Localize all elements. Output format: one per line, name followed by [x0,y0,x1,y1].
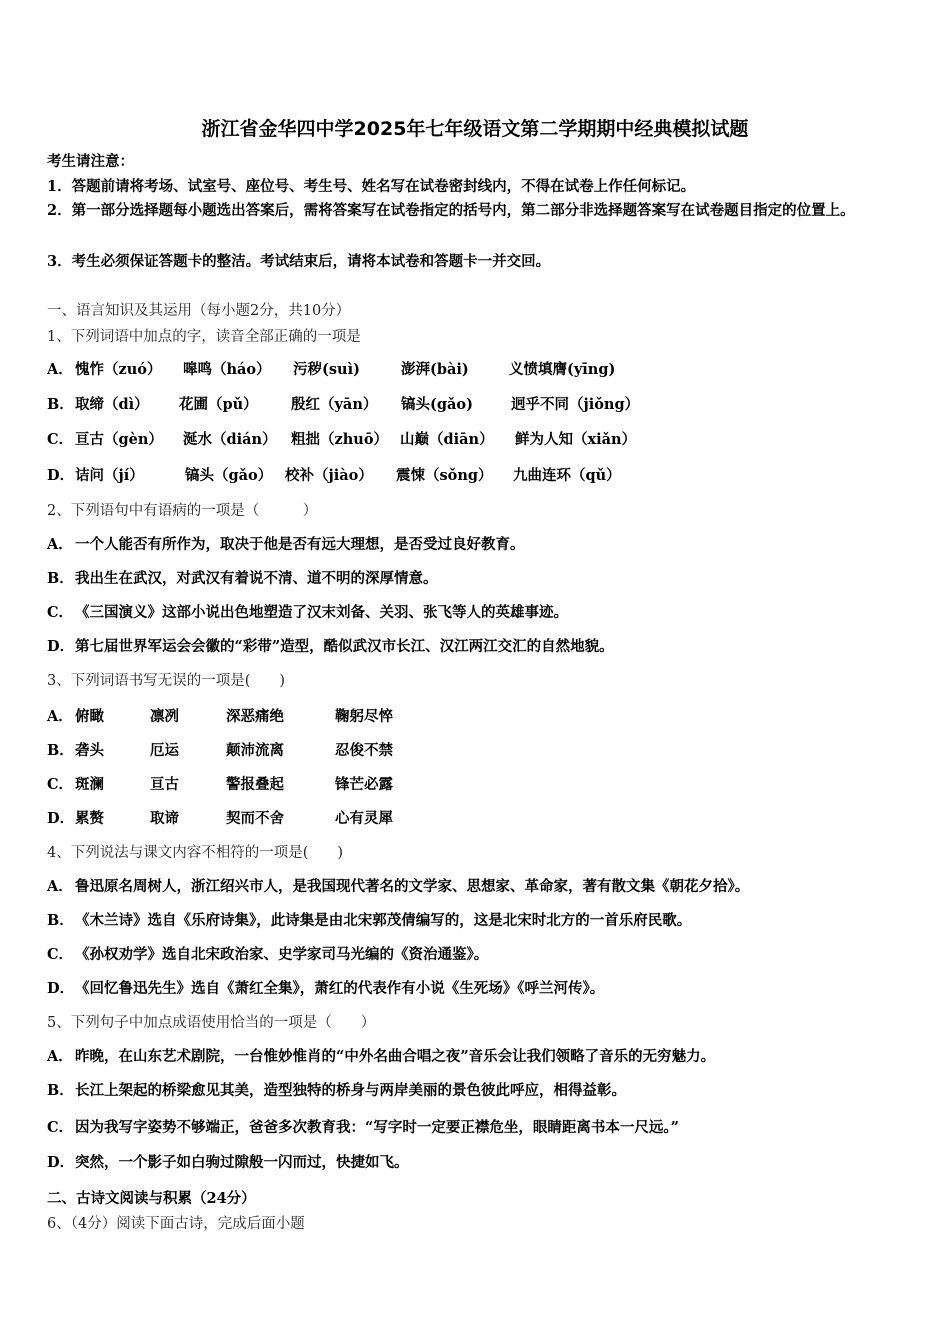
option-label: B． [47,396,74,413]
option-word: 俯瞰 [75,708,104,725]
option-label: B． [47,912,74,929]
option-word: 警报叠起 [226,776,284,793]
option-word: 斑澜 [75,776,104,793]
option-text: 《三国演义》这部小说出色地塑造了汉末刘备、关羽、张飞等人的英雄事迹。 [75,604,568,621]
option-word: 心有灵犀 [335,810,393,827]
q4-option-a [47,877,749,897]
option-label: A． [47,878,73,895]
option-text: 一个人能否有所作为，取决于他是否有远大理想，是否受过良好教育。 [75,536,525,553]
option-label: C． [47,431,74,448]
option-label: A． [47,1048,73,1065]
option-text: 突然，一个影子如白驹过隙般一闪而过，快捷如飞。 [75,1154,409,1171]
q4-option-c [47,945,488,965]
option-word: 义愤填膺(yīng) [509,361,616,378]
option-word: 污秽(suì) [293,361,360,378]
q1-option-a [47,360,907,382]
option-text: 我出生在武汉，对武汉有着说不清、道不明的深厚情意。 [75,570,438,587]
option-word: 震悚（sǒng） [396,467,493,484]
option-label: D． [47,810,75,827]
option-word: 亘古 [150,776,179,793]
option-label: D． [47,638,75,655]
section-1-heading: 一、语言知识及其运用（每小题2分，共10分） [47,303,351,319]
notice-item-1: 1．答题前请将考场、试室号、座位号、考生号、姓名写在试卷密封线内，不得在试卷上作任何标记。 [47,178,696,195]
option-word: 颠沛流离 [226,742,284,759]
option-text: 《回忆鲁迅先生》选自《萧红全集》，萧红的代表作有小说《生死场》《呼兰河传》。 [75,980,605,997]
q4-option-d [47,979,604,999]
option-word: 迥乎不同（jiǒng） [511,396,640,413]
q1-stem: 1、下列词语中加点的字，读音全部正确的一项是 [47,329,361,345]
option-label: B． [47,742,74,759]
option-label: A． [47,708,73,725]
q3-option-d [47,809,547,831]
option-word: 镐头（gǎo） [185,467,273,484]
option-label: B． [47,1082,74,1099]
option-text: 昨晚，在山东艺术剧院，一台惟妙惟肖的“中外名曲合唱之夜”音乐会让我们领略了音乐的无穷魅力。 [75,1048,716,1065]
option-label: C． [47,604,74,621]
q1-option-b [47,395,907,417]
option-text: 鲁迅原名周树人，浙江绍兴市人，是我国现代著名的文学家、思想家、革命家，著有散文集《朝花夕拾》。 [75,878,750,895]
option-word: 涎水（dián） [183,431,277,448]
option-word: 诘问（jí） [75,467,144,484]
q4-stem: 4、下列说法与课文内容不相符的一项是( ) [47,845,344,861]
q1-option-d [47,466,907,488]
option-word: 九曲连环（qǔ） [513,467,621,484]
option-label: D． [47,467,75,484]
q3-option-a [47,707,547,729]
option-label: D． [47,1154,75,1171]
q5-option-b [47,1081,626,1101]
q3-option-b [47,741,547,763]
q5-option-d [47,1153,409,1173]
option-word: 锋芒必露 [335,776,393,793]
exam-title: 浙江省金华四中学2025年七年级语文第二学期期中经典模拟试题 [201,118,749,140]
option-word: 取谛 [150,810,179,827]
option-word: 忍俊不禁 [335,742,393,759]
option-word: 厄运 [150,742,179,759]
option-text: 长江上架起的桥梁愈见其美，造型独特的桥身与两岸美丽的景色彼此呼应，相得益彰。 [75,1082,626,1099]
q5-option-c [47,1118,679,1138]
q2-option-b [47,569,438,589]
option-label: C． [47,1119,74,1136]
q5-stem: 5、下列句子中加点成语使用恰当的一项是（ ） [47,1015,376,1031]
option-word: 深恶痛绝 [226,708,284,725]
q3-stem: 3、下列词语书写无误的一项是( ) [47,673,286,689]
q3-option-c [47,775,547,797]
option-word: 澎湃(bài) [401,361,469,378]
q2-option-d [47,637,614,657]
option-word: 花圃（pǔ） [179,396,258,413]
option-label: B． [47,570,74,587]
q2-option-c [47,603,568,623]
option-word: 取缔（dì） [75,396,149,413]
option-word: 契而不舍 [226,810,284,827]
option-word: 凛冽 [150,708,179,725]
q2-stem: 2、下列语句中有语病的一项是（ ） [47,503,318,519]
option-text: 《孙权劝学》选自北宋政治家、史学家司马光编的《资治通鉴》。 [75,946,489,963]
option-label: A． [47,536,73,553]
q6-stem: 6、（4分）阅读下面古诗，完成后面小题 [47,1216,305,1232]
option-label: C． [47,946,74,963]
option-word: 粗拙（zhuō） [291,431,388,448]
option-word: 校补（jiào） [285,467,373,484]
option-word: 愧怍（zuó） [75,361,162,378]
option-word: 亘古（gèn） [75,431,163,448]
option-word: 鞠躬尽悴 [335,708,393,725]
q4-option-b [47,911,691,931]
option-label: A． [47,361,73,378]
option-word: 嗥鸣（háo） [183,361,271,378]
q1-option-c [47,430,907,452]
option-label: D． [47,980,75,997]
option-text: 《木兰诗》选自《乐府诗集》，此诗集是由北宋郭茂倩编写的，这是北宋时北方的一首乐府民歌。 [75,912,692,929]
option-word: 累赘 [75,810,104,827]
notice-heading: 考生请注意： [47,153,134,170]
option-word: 殷红（yān） [291,396,378,413]
q2-option-a [47,535,525,555]
option-label: C． [47,776,74,793]
q5-option-a [47,1047,715,1067]
option-text: 因为我写字姿势不够端正，爸爸多次教育我：“写字时一定要正襟危坐，眼睛距离书本一尺远。” [75,1119,679,1136]
notice-item-3: 3．考生必须保证答题卡的整洁。考试结束后，请将本试卷和答题卡一并交回。 [47,253,551,270]
option-word: 镐头(gǎo) [401,396,473,413]
option-text: 第七届世界军运会会徽的“彩带”造型，酷似武汉市长江、汉江两江交汇的自然地貌。 [75,638,614,655]
option-word: 砻头 [75,742,104,759]
option-word: 山巅（diān） [400,431,494,448]
option-word: 鲜为人知（xiǎn） [515,431,637,448]
section-2-heading: 二、古诗文阅读与积累（24分） [47,1190,256,1207]
notice-item-2: 2．第一部分选择题每小题选出答案后，需将答案写在试卷指定的括号内，第二部分非选择题答案写在试卷题目指定的位置上。 [47,202,855,219]
